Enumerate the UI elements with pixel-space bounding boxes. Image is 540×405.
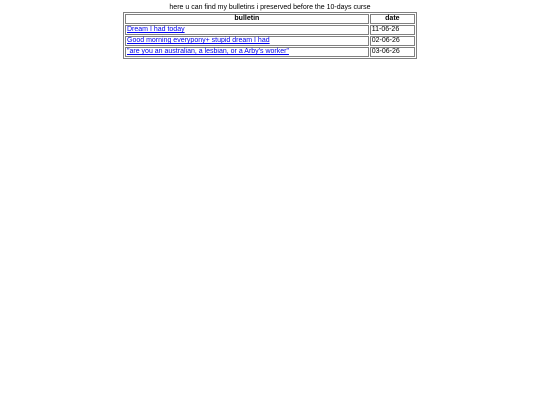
bulletin-link[interactable]: Dream I had today (127, 26, 185, 33)
date-cell: 03-06-26 (370, 47, 415, 57)
table-header (125, 14, 415, 24)
date-cell: 11-06-26 (370, 25, 415, 35)
bulletin-cell (125, 47, 369, 57)
bulletins-table (123, 12, 417, 59)
date-cell: 02-06-26 (370, 36, 415, 46)
bulletin-cell (125, 25, 369, 35)
column-header-date: date (370, 14, 415, 24)
bulletin-link[interactable]: Good morning everypony+ stupid dream I had (127, 37, 270, 44)
table-row (125, 25, 415, 35)
bulletin-cell (125, 36, 369, 46)
page-intro-text: here u can find my bulletins i preserved before the 10-days curse (169, 4, 371, 11)
table-body (125, 25, 415, 57)
header-row (125, 14, 415, 24)
table-row (125, 47, 415, 57)
table-row (125, 36, 415, 46)
column-header-bulletin: bulletin (125, 14, 369, 24)
bulletin-link[interactable]: "are you an australian, a lesbian, or a Arby's worker" (127, 48, 289, 55)
